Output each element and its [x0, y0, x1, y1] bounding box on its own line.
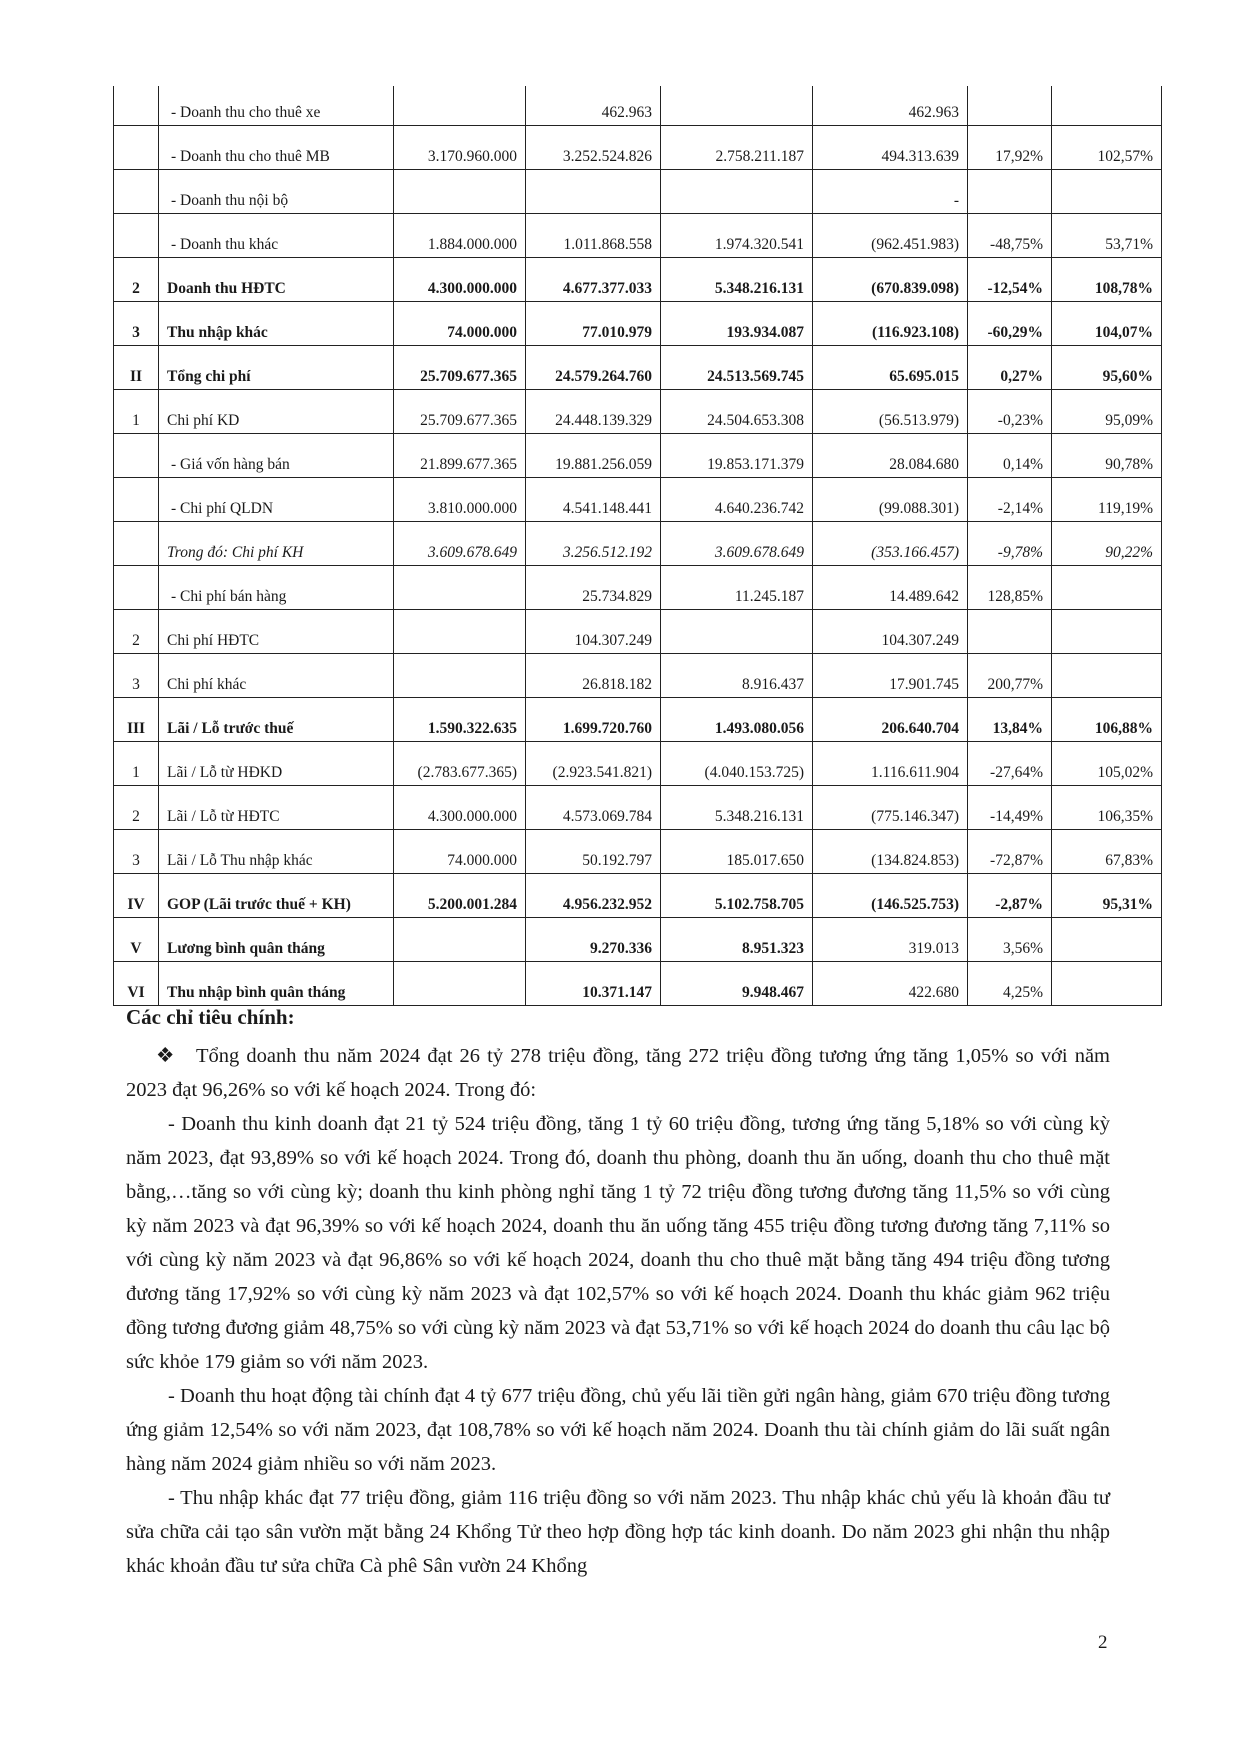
table-row [114, 126, 1162, 170]
table-cell-c6: 95,31% [1052, 874, 1162, 918]
table-row [114, 478, 1162, 522]
table-cell-c1: 74.000.000 [394, 830, 526, 874]
table-row [114, 786, 1162, 830]
table-cell-name: - Chi phí bán hàng [159, 566, 394, 610]
table-cell-c6: 90,78% [1052, 434, 1162, 478]
table-cell-c5: -14,49% [968, 786, 1052, 830]
table-cell-c6: 108,78% [1052, 258, 1162, 302]
table-cell-c5: 4,25% [968, 962, 1052, 1006]
table-cell-c3: 1.974.320.541 [661, 214, 813, 258]
table-cell-c3: 19.853.171.379 [661, 434, 813, 478]
table-cell-c6 [1052, 918, 1162, 962]
table-cell-c4: - [813, 170, 968, 214]
table-cell-c3: 3.609.678.649 [661, 522, 813, 566]
table-cell-c5 [968, 86, 1052, 126]
table-cell-stt: V [114, 918, 159, 962]
table-cell-name: Chi phí KD [159, 390, 394, 434]
table-cell-c2: 1.011.868.558 [526, 214, 661, 258]
table-cell-c5: 17,92% [968, 126, 1052, 170]
table-cell-c4: (99.088.301) [813, 478, 968, 522]
section-heading: Các chỉ tiêu chính: [126, 1005, 295, 1029]
table-row [114, 742, 1162, 786]
table-cell-c5: -72,87% [968, 830, 1052, 874]
table-cell-c1 [394, 654, 526, 698]
table-row [114, 214, 1162, 258]
table-cell-c4: 462.963 [813, 86, 968, 126]
table-cell-name: - Doanh thu cho thuê xe [159, 86, 394, 126]
other-income-paragraph: - Thu nhập khác đạt 77 triệu đồng, giảm 116 triệu đồng so với năm 2023. Thu nhập khác chủ yếu là khoản đầu tư sửa chữa cải tạo sân vườn mặt bằng 24 Khổng Tử theo hợp đồng hợp tác kinh doanh. Do năm 2023 ghi nhận thu nhập khác khoản đầu tư sửa chữa Cà phê Sân vườn 24 Khổng [126, 1487, 1110, 1577]
table-cell-c1: 3.609.678.649 [394, 522, 526, 566]
table-cell-c3: 5.102.758.705 [661, 874, 813, 918]
table-cell-c2: 4.573.069.784 [526, 786, 661, 830]
table-cell-c4: (962.451.983) [813, 214, 968, 258]
table-cell-c2: 9.270.336 [526, 918, 661, 962]
table-cell-c1 [394, 962, 526, 1006]
table-cell-c6: 104,07% [1052, 302, 1162, 346]
table-cell-c6: 53,71% [1052, 214, 1162, 258]
table-cell-c4: (775.146.347) [813, 786, 968, 830]
table-cell-c2: 24.448.139.329 [526, 390, 661, 434]
table-cell-c1: 1.590.322.635 [394, 698, 526, 742]
table-cell-c4: (670.839.098) [813, 258, 968, 302]
table-row [114, 346, 1162, 390]
table-cell-c5: -0,23% [968, 390, 1052, 434]
table-cell-c6: 105,02% [1052, 742, 1162, 786]
table-cell-c1: 5.200.001.284 [394, 874, 526, 918]
table-cell-c5: 3,56% [968, 918, 1052, 962]
table-cell-c6 [1052, 566, 1162, 610]
table-row [114, 566, 1162, 610]
table-cell-c2: 19.881.256.059 [526, 434, 661, 478]
table-cell-c4: 319.013 [813, 918, 968, 962]
table-cell-c2: 77.010.979 [526, 302, 661, 346]
table-cell-c6: 95,09% [1052, 390, 1162, 434]
table-cell-stt: 3 [114, 302, 159, 346]
paragraph-text: Tổng doanh thu năm 2024 đạt 26 tỷ 278 triệu đồng, tăng 272 triệu đồng tương ứng tăng 1,05% so với năm 2023 đạt 96,26% so với kế hoạch 2024. Trong đó: [126, 1045, 1110, 1101]
table-cell-c6 [1052, 170, 1162, 214]
table-cell-stt: IV [114, 874, 159, 918]
table-cell-c2: 26.818.182 [526, 654, 661, 698]
table-cell-c3: 2.758.211.187 [661, 126, 813, 170]
table-cell-c3: 185.017.650 [661, 830, 813, 874]
table-cell-c5: 0,14% [968, 434, 1052, 478]
table-cell-name: Lãi / Lỗ từ HĐKD [159, 742, 394, 786]
table-cell-stt: 2 [114, 258, 159, 302]
table-cell-c5: -12,54% [968, 258, 1052, 302]
table-cell-c3: 9.948.467 [661, 962, 813, 1006]
table-cell-stt [114, 566, 159, 610]
table-cell-c4: 1.116.611.904 [813, 742, 968, 786]
table-cell-c4: (353.166.457) [813, 522, 968, 566]
table-cell-stt [114, 170, 159, 214]
table-cell-name: Doanh thu HĐTC [159, 258, 394, 302]
table-cell-stt [114, 86, 159, 126]
table-cell-c3: 24.513.569.745 [661, 346, 813, 390]
table-cell-c1: 25.709.677.365 [394, 346, 526, 390]
table-cell-c1: 25.709.677.365 [394, 390, 526, 434]
table-cell-name: Lãi / Lỗ từ HĐTC [159, 786, 394, 830]
table-cell-c2: 4.541.148.441 [526, 478, 661, 522]
table-cell-c3 [661, 170, 813, 214]
table-cell-c5 [968, 170, 1052, 214]
table-cell-c3: 8.951.323 [661, 918, 813, 962]
table-cell-c6: 67,83% [1052, 830, 1162, 874]
table-cell-c3: 24.504.653.308 [661, 390, 813, 434]
table-cell-c5: -27,64% [968, 742, 1052, 786]
table-cell-name: Chi phí khác [159, 654, 394, 698]
table-cell-c1: 4.300.000.000 [394, 258, 526, 302]
table-cell-c4: 104.307.249 [813, 610, 968, 654]
table-cell-c2: 3.256.512.192 [526, 522, 661, 566]
table-cell-c2 [526, 170, 661, 214]
table-cell-c1: (2.783.677.365) [394, 742, 526, 786]
financial-table [113, 86, 1162, 1006]
table-cell-name: GOP (Lãi trước thuế + KH) [159, 874, 394, 918]
table-cell-stt: VI [114, 962, 159, 1006]
table-cell-stt: 3 [114, 654, 159, 698]
table-cell-stt [114, 478, 159, 522]
table-cell-c6: 106,35% [1052, 786, 1162, 830]
table-cell-c2: 104.307.249 [526, 610, 661, 654]
table-cell-c2: (2.923.541.821) [526, 742, 661, 786]
table-row [114, 170, 1162, 214]
table-cell-c4: 14.489.642 [813, 566, 968, 610]
table-cell-c1: 3.170.960.000 [394, 126, 526, 170]
total-revenue-paragraph [126, 1039, 1110, 1107]
table-cell-name: Lãi / Lỗ trước thuế [159, 698, 394, 742]
table-cell-c5: -9,78% [968, 522, 1052, 566]
table-cell-c5: 0,27% [968, 346, 1052, 390]
table-cell-c4: 206.640.704 [813, 698, 968, 742]
table-cell-c1 [394, 566, 526, 610]
table-row [114, 962, 1162, 1006]
table-cell-c3 [661, 610, 813, 654]
table-cell-c3 [661, 86, 813, 126]
table-cell-c1 [394, 86, 526, 126]
table-cell-c3: 5.348.216.131 [661, 258, 813, 302]
table-cell-stt [114, 434, 159, 478]
table-cell-c3: 1.493.080.056 [661, 698, 813, 742]
table-row [114, 918, 1162, 962]
table-cell-name: Trong đó: Chi phí KH [159, 522, 394, 566]
diamond-bullet-icon: ❖ [156, 1045, 175, 1067]
table-cell-c5 [968, 610, 1052, 654]
table-cell-c2: 462.963 [526, 86, 661, 126]
page-number: 2 [1098, 1632, 1108, 1653]
table-cell-c4: (56.513.979) [813, 390, 968, 434]
table-cell-c1 [394, 610, 526, 654]
table-cell-stt: 3 [114, 830, 159, 874]
table-row [114, 86, 1162, 126]
table-cell-c2: 24.579.264.760 [526, 346, 661, 390]
table-cell-c5: 200,77% [968, 654, 1052, 698]
table-cell-c4: 422.680 [813, 962, 968, 1006]
table-cell-c5: -2,14% [968, 478, 1052, 522]
table-cell-c3: 8.916.437 [661, 654, 813, 698]
table-cell-c1: 74.000.000 [394, 302, 526, 346]
table-cell-c3: 193.934.087 [661, 302, 813, 346]
table-row [114, 390, 1162, 434]
table-cell-stt: 1 [114, 742, 159, 786]
table-cell-c4: 494.313.639 [813, 126, 968, 170]
table-cell-c2: 1.699.720.760 [526, 698, 661, 742]
table-cell-name: Lãi / Lỗ Thu nhập khác [159, 830, 394, 874]
table-cell-stt: III [114, 698, 159, 742]
table-cell-c1: 21.899.677.365 [394, 434, 526, 478]
table-cell-name: - Chi phí QLDN [159, 478, 394, 522]
table-cell-c3: 5.348.216.131 [661, 786, 813, 830]
financial-revenue-paragraph: - Doanh thu hoạt động tài chính đạt 4 tỷ 677 triệu đồng, chủ yếu lãi tiền gửi ngân hàng, giảm 670 triệu đồng tương ứng giảm 12,54% so với năm 2023, đạt 108,78% so với kế hoạch năm 2024. Doanh thu tài chính giảm do lãi suất ngân hàng năm 2024 giảm nhiều so với năm 2023. [126, 1385, 1110, 1475]
table-cell-name: - Doanh thu cho thuê MB [159, 126, 394, 170]
table-cell-name: Thu nhập bình quân tháng [159, 962, 394, 1006]
table-cell-c6 [1052, 610, 1162, 654]
table-row [114, 434, 1162, 478]
table-cell-c4: 65.695.015 [813, 346, 968, 390]
table-cell-c2: 3.252.524.826 [526, 126, 661, 170]
table-cell-stt [114, 214, 159, 258]
table-cell-c5: -48,75% [968, 214, 1052, 258]
table-cell-c2: 4.956.232.952 [526, 874, 661, 918]
table-cell-name: Tổng chi phí [159, 346, 394, 390]
table-cell-c1 [394, 918, 526, 962]
table-cell-c4: (146.525.753) [813, 874, 968, 918]
table-cell-stt: 2 [114, 610, 159, 654]
table-row [114, 654, 1162, 698]
business-revenue-paragraph: - Doanh thu kinh doanh đạt 21 tỷ 524 triệu đồng, tăng 1 tỷ 60 triệu đồng, tương ứng tăng 5,18% so với cùng kỳ năm 2023, đạt 93,89% so với kế hoạch 2024. Trong đó, doanh thu phòng, doanh thu ăn uống, doanh thu cho thuê mặt bằng,…tăng so với cùng kỳ; doanh thu kinh phòng nghỉ tăng 1 tỷ 72 triệu đồng tương đương tăng 11,5% so với cùng kỳ năm 2023 và đạt 96,39% so với kế hoạch 2024, doanh thu ăn uống tăng 455 triệu đồng tương đương tăng 7,11% so với cùng kỳ năm 2023 và đạt 96,86% so với kế hoạch 2024, doanh thu cho thuê mặt bằng tăng 494 triệu đồng tương đương tăng 17,92% so với cùng kỳ năm 2023 và đạt 102,57% so với kế hoạch 2024. Doanh thu khác giảm 962 triệu đồng tương đương giảm 48,75% so với cùng kỳ năm 2023 và đạt 53,71% so với kế hoạch 2024 do doanh thu câu lạc bộ sức khỏe 179 giảm so với năm 2023. [126, 1113, 1110, 1373]
table-cell-c6 [1052, 86, 1162, 126]
table-cell-stt: 2 [114, 786, 159, 830]
table-cell-c6: 90,22% [1052, 522, 1162, 566]
table-cell-c6: 106,88% [1052, 698, 1162, 742]
table-row [114, 610, 1162, 654]
table-cell-c2: 4.677.377.033 [526, 258, 661, 302]
table-cell-c2: 10.371.147 [526, 962, 661, 1006]
table-cell-c5: -60,29% [968, 302, 1052, 346]
table-cell-c3: 4.640.236.742 [661, 478, 813, 522]
table-cell-name: - Doanh thu khác [159, 214, 394, 258]
table-cell-stt [114, 126, 159, 170]
table-cell-c4: 17.901.745 [813, 654, 968, 698]
table-cell-c4: (134.824.853) [813, 830, 968, 874]
main-indicators-section [126, 1000, 1110, 1583]
table-cell-c1 [394, 170, 526, 214]
table-cell-c1: 3.810.000.000 [394, 478, 526, 522]
table-cell-c6: 95,60% [1052, 346, 1162, 390]
table-cell-c1: 1.884.000.000 [394, 214, 526, 258]
table-cell-c5: 128,85% [968, 566, 1052, 610]
table-cell-stt: 1 [114, 390, 159, 434]
table-cell-c2: 50.192.797 [526, 830, 661, 874]
table-row [114, 258, 1162, 302]
table-cell-c3: (4.040.153.725) [661, 742, 813, 786]
table-cell-stt: II [114, 346, 159, 390]
table-cell-c4: 28.084.680 [813, 434, 968, 478]
table-cell-c2: 25.734.829 [526, 566, 661, 610]
table-cell-name: Lương bình quân tháng [159, 918, 394, 962]
table-cell-name: Chi phí HĐTC [159, 610, 394, 654]
table-cell-c4: (116.923.108) [813, 302, 968, 346]
table-cell-c1: 4.300.000.000 [394, 786, 526, 830]
table-cell-name: - Giá vốn hàng bán [159, 434, 394, 478]
table-cell-c6: 102,57% [1052, 126, 1162, 170]
table-row [114, 830, 1162, 874]
table-row [114, 698, 1162, 742]
table-cell-c6 [1052, 654, 1162, 698]
table-cell-stt [114, 522, 159, 566]
table-cell-c3: 11.245.187 [661, 566, 813, 610]
table-cell-name: Thu nhập khác [159, 302, 394, 346]
table-cell-c6 [1052, 962, 1162, 1006]
table-cell-name: - Doanh thu nội bộ [159, 170, 394, 214]
table-row [114, 302, 1162, 346]
financial-table-body [114, 86, 1162, 1006]
table-cell-c5: -2,87% [968, 874, 1052, 918]
table-row [114, 874, 1162, 918]
table-cell-c5: 13,84% [968, 698, 1052, 742]
table-cell-c6: 119,19% [1052, 478, 1162, 522]
table-row [114, 522, 1162, 566]
